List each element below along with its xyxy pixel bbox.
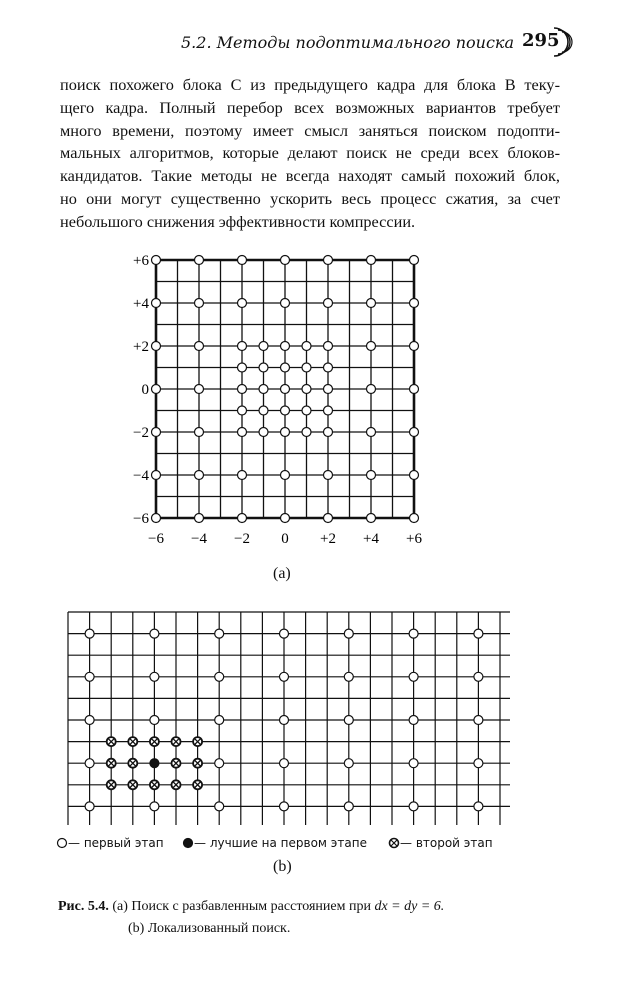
- legend-first-stage-label: — первый этап: [68, 836, 164, 850]
- search-point-coarse: [152, 471, 161, 480]
- first-stage-point: [85, 629, 94, 638]
- second-stage-point: [193, 780, 202, 789]
- body-line: но они могут существенно ускорить весь процесс сжатия, за счет: [60, 188, 560, 208]
- caption-label: Рис. 5.4.: [58, 899, 109, 914]
- first-stage-point: [215, 629, 224, 638]
- search-point-coarse: [324, 385, 333, 394]
- search-point-coarse: [324, 299, 333, 308]
- second-stage-point: [128, 737, 137, 746]
- figure-a-search-grid: [118, 245, 448, 555]
- x-tick-label: +2: [320, 531, 336, 547]
- search-point-coarse: [367, 428, 376, 437]
- search-point-fine: [302, 342, 311, 351]
- y-tick-label: −4: [133, 468, 149, 484]
- search-point-fine: [238, 363, 247, 372]
- search-point-coarse: [152, 256, 161, 265]
- search-point-coarse: [281, 471, 290, 480]
- y-tick-label: 0: [141, 382, 149, 398]
- y-tick-label: +2: [133, 339, 149, 355]
- second-stage-point: [107, 759, 116, 768]
- search-point-coarse: [324, 428, 333, 437]
- first-stage-point: [280, 802, 289, 811]
- first-stage-point: [409, 629, 418, 638]
- x-tick-label: +4: [363, 531, 379, 547]
- search-point-coarse: [367, 342, 376, 351]
- search-point-coarse: [410, 471, 419, 480]
- x-tick-label: 0: [281, 531, 289, 547]
- first-stage-point: [150, 629, 159, 638]
- y-tick-label: +6: [133, 253, 149, 269]
- first-stage-point: [344, 802, 353, 811]
- legend-second-stage-label: — второй этап: [400, 836, 493, 850]
- second-stage-point: [150, 737, 159, 746]
- open-circle-icon: [56, 837, 68, 849]
- search-point-coarse: [281, 385, 290, 394]
- first-stage-point: [409, 802, 418, 811]
- crossed-circle-icon: [388, 837, 400, 849]
- search-point-coarse: [281, 256, 290, 265]
- search-point-coarse: [410, 514, 419, 523]
- second-stage-point: [107, 737, 116, 746]
- search-point-coarse: [238, 299, 247, 308]
- search-point-coarse: [367, 299, 376, 308]
- search-point-coarse: [410, 385, 419, 394]
- search-point-coarse: [152, 514, 161, 523]
- first-stage-point: [280, 716, 289, 725]
- search-point-coarse: [281, 342, 290, 351]
- search-point-coarse: [238, 514, 247, 523]
- search-point-coarse: [281, 299, 290, 308]
- x-tick-label: −2: [234, 531, 250, 547]
- search-point-coarse: [324, 256, 333, 265]
- figure-a-sublabel: (a): [273, 565, 291, 582]
- x-tick-label: −6: [148, 531, 164, 547]
- second-stage-point: [193, 737, 202, 746]
- second-stage-point: [172, 759, 181, 768]
- second-stage-point: [128, 759, 137, 768]
- first-stage-point: [215, 759, 224, 768]
- body-paragraph: [60, 74, 560, 234]
- search-point-coarse: [238, 342, 247, 351]
- legend-first-stage: [56, 836, 164, 850]
- first-stage-point: [280, 629, 289, 638]
- figure-b-grid-lines: [68, 612, 510, 825]
- search-point-coarse: [410, 256, 419, 265]
- page-number: 295: [522, 30, 560, 51]
- legend-second-stage: [388, 836, 493, 850]
- figure-b-sublabel: (b): [273, 858, 292, 875]
- first-stage-point: [344, 759, 353, 768]
- first-stage-point: [409, 716, 418, 725]
- search-point-coarse: [367, 256, 376, 265]
- first-stage-point: [150, 716, 159, 725]
- body-line: много времени, поэтому имеет смысл заняться поиском подопти-: [60, 120, 560, 140]
- search-point-coarse: [238, 256, 247, 265]
- first-stage-point: [215, 672, 224, 681]
- search-point-coarse: [367, 471, 376, 480]
- body-line: небольшого снижения эффективности компрессии.: [60, 211, 416, 231]
- first-stage-point: [344, 672, 353, 681]
- figure-b-localized-search-grid: [60, 600, 510, 825]
- first-stage-point: [85, 716, 94, 725]
- search-point-coarse: [324, 342, 333, 351]
- second-stage-point: [107, 780, 116, 789]
- y-tick-label: −6: [133, 511, 149, 527]
- second-stage-point: [172, 780, 181, 789]
- first-stage-point: [85, 672, 94, 681]
- caption-line2: (b) Локализованный поиск.: [128, 921, 291, 936]
- search-point-fine: [302, 406, 311, 415]
- search-point-coarse: [238, 428, 247, 437]
- search-point-coarse: [195, 385, 204, 394]
- body-line: мальных алгоритмов, которые делают поиск не среди всех блоков-: [60, 143, 560, 163]
- search-point-fine: [302, 363, 311, 372]
- search-point-coarse: [367, 385, 376, 394]
- first-stage-point: [150, 802, 159, 811]
- first-stage-point: [344, 629, 353, 638]
- caption-line1-text: (a) Поиск с разбавленным расстоянием при: [112, 899, 371, 914]
- search-point-coarse: [195, 299, 204, 308]
- search-point-coarse: [281, 428, 290, 437]
- first-stage-point: [474, 629, 483, 638]
- figure-a-tick-labels: [133, 253, 422, 547]
- first-stage-point: [150, 672, 159, 681]
- first-stage-point: [344, 716, 353, 725]
- search-point-coarse: [324, 514, 333, 523]
- first-stage-point: [474, 759, 483, 768]
- search-point-coarse: [195, 428, 204, 437]
- first-stage-point: [474, 672, 483, 681]
- search-point-fine: [238, 406, 247, 415]
- page-number-arcs-icon: [548, 24, 578, 58]
- search-point-fine: [324, 406, 333, 415]
- body-line: поиск похожего блока C из предыдущего кадра для блока B теку-: [60, 75, 560, 94]
- first-stage-point: [85, 802, 94, 811]
- first-stage-point: [474, 716, 483, 725]
- x-tick-label: +6: [406, 531, 422, 547]
- search-point-coarse: [195, 256, 204, 265]
- search-point-fine: [281, 406, 290, 415]
- first-stage-point: [215, 802, 224, 811]
- search-point-fine: [259, 406, 268, 415]
- search-point-fine: [259, 428, 268, 437]
- running-head-title: 5.2. Методы подоптимального поиска: [181, 33, 514, 52]
- search-point-coarse: [195, 514, 204, 523]
- search-point-coarse: [410, 428, 419, 437]
- search-point-coarse: [238, 471, 247, 480]
- best-first-stage-point: [150, 759, 159, 768]
- first-stage-point: [409, 759, 418, 768]
- search-point-coarse: [152, 428, 161, 437]
- search-point-fine: [324, 363, 333, 372]
- search-point-coarse: [238, 385, 247, 394]
- x-tick-label: −4: [191, 531, 207, 547]
- filled-circle-icon: [182, 837, 194, 849]
- search-point-coarse: [195, 342, 204, 351]
- search-point-coarse: [410, 342, 419, 351]
- search-point-coarse: [367, 514, 376, 523]
- second-stage-point: [150, 780, 159, 789]
- search-point-fine: [259, 363, 268, 372]
- search-point-fine: [259, 342, 268, 351]
- figure-caption: [58, 896, 578, 940]
- second-stage-point: [193, 759, 202, 768]
- figure-b-legend: [56, 836, 516, 856]
- search-point-coarse: [324, 471, 333, 480]
- search-point-coarse: [410, 299, 419, 308]
- legend-best-first-stage: [182, 836, 367, 850]
- search-point-fine: [302, 385, 311, 394]
- search-point-fine: [259, 385, 268, 394]
- first-stage-point: [409, 672, 418, 681]
- first-stage-point: [280, 759, 289, 768]
- y-tick-label: +4: [133, 296, 149, 312]
- search-point-coarse: [152, 299, 161, 308]
- body-line: кандидатов. Такие методы не всегда находят самый похожий блок,: [60, 166, 560, 186]
- first-stage-point: [280, 672, 289, 681]
- legend-best-first-stage-label: — лучшие на первом этапе: [194, 836, 367, 850]
- search-point-coarse: [195, 471, 204, 480]
- caption-line1-math: dx = dy = 6.: [374, 899, 445, 914]
- search-point-fine: [302, 428, 311, 437]
- body-line: щего кадра. Полный перебор всех возможных вариантов требует: [60, 97, 560, 117]
- second-stage-point: [128, 780, 137, 789]
- search-point-fine: [281, 363, 290, 372]
- first-stage-point: [474, 802, 483, 811]
- page-header: [0, 24, 630, 58]
- search-point-coarse: [152, 385, 161, 394]
- first-stage-point: [85, 759, 94, 768]
- search-point-coarse: [281, 514, 290, 523]
- search-point-coarse: [152, 342, 161, 351]
- y-tick-label: −2: [133, 425, 149, 441]
- second-stage-point: [172, 737, 181, 746]
- first-stage-point: [215, 716, 224, 725]
